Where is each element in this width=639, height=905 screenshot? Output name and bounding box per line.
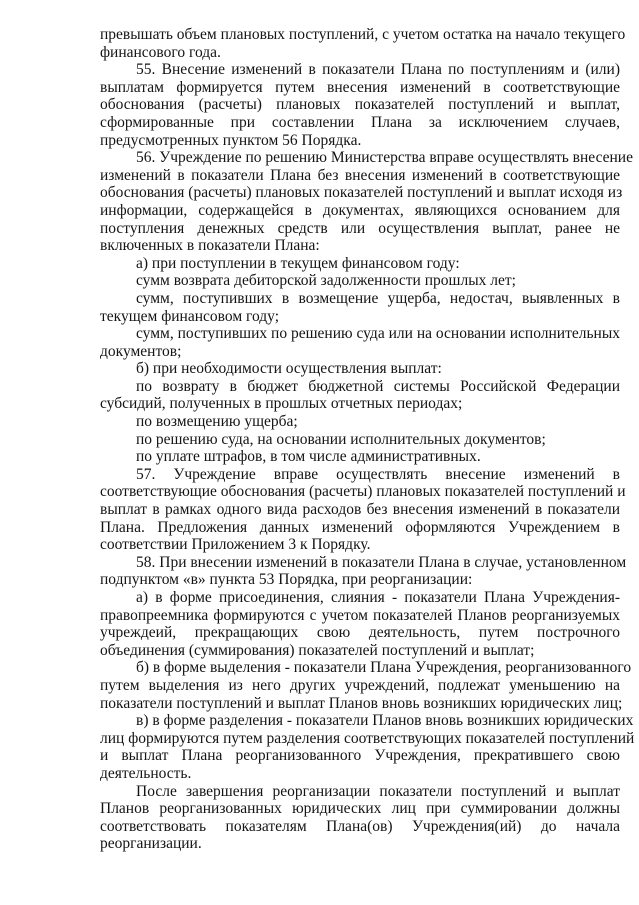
text-line: обоснования (расчеты) плановых показателей поступлений и выплат исходя из bbox=[100, 184, 623, 202]
text-line: изменений в показатели Плана без внесения изменений в соответствующие bbox=[100, 166, 620, 184]
text-line: выплат в рамках одного вида расходов без внесения изменений в показатели bbox=[100, 501, 620, 519]
document-body bbox=[100, 26, 635, 853]
text-line: сформированные при составлении Плана за исключением случаев, bbox=[100, 113, 620, 131]
text-line: соответствующие обоснования (расчеты) плановых показателей поступлений и bbox=[100, 483, 626, 501]
text-line: включенных в показатели Плана: bbox=[100, 237, 320, 255]
text-line: предусмотренных пунктом 56 Порядка. bbox=[100, 131, 362, 149]
text-line: показатели поступлений и выплат Планов вновь возникших юридических лиц; bbox=[100, 694, 623, 712]
text-line: 55. Внесение изменений в показатели Плана по поступлениям и (или) bbox=[136, 61, 620, 79]
text-line: по решению суда, на основании исполнительных документов; bbox=[136, 430, 546, 448]
text-line: сумм возврата дебиторской задолженности прошлых лет; bbox=[136, 272, 516, 290]
text-line: по уплате штрафов, в том числе административных. bbox=[136, 448, 481, 466]
text-line: 57. Учреждение вправе осуществлять внесение изменений в bbox=[136, 465, 620, 483]
text-line: правопреемника формируются с учетом показателей Планов реорганизуемых bbox=[100, 606, 620, 624]
text-line: информации, содержащейся в документах, являющихся основанием для bbox=[100, 201, 620, 219]
text-line: обоснования (расчеты) плановых показателей поступлений и выплат, bbox=[100, 96, 620, 114]
text-line: реорганизации. bbox=[100, 835, 202, 853]
text-line: б) при необходимости осуществления выплат: bbox=[136, 360, 442, 378]
text-line: и выплат Плана реорганизованного Учреждения, прекратившего свою bbox=[100, 747, 620, 765]
text-line: в) в форме разделения - показатели Планов вновь возникших юридических bbox=[136, 712, 634, 730]
text-line: путем выделения из него других учреждений, подлежат уменьшению на bbox=[100, 676, 620, 694]
text-line: документов; bbox=[100, 342, 182, 360]
text-line: по возврату в бюджет бюджетной системы Российской Федерации bbox=[136, 377, 620, 395]
text-line: После завершения реорганизации показатели поступлений и выплат bbox=[136, 782, 620, 800]
text-line: по возмещению ущерба; bbox=[136, 413, 298, 431]
text-line: а) в форме присоединения, слияния - показатели Плана Учреждения- bbox=[136, 589, 620, 606]
text-line: б) в форме выделения - показатели Плана Учреждения, реорганизованного bbox=[136, 659, 632, 677]
text-line: деятельность. bbox=[100, 764, 192, 782]
text-line: лиц формируются путем разделения соответствующих показателей поступлений bbox=[100, 729, 635, 747]
text-line: соответствовать показателям Плана(ов) Учреждения(ий) до начала bbox=[100, 817, 620, 835]
text-line: текущем финансовом году; bbox=[100, 307, 280, 325]
text-line: соответствии Приложением 3 к Порядку. bbox=[100, 536, 371, 554]
text-line: субсидий, полученных в прошлых отчетных периодах; bbox=[100, 395, 463, 413]
text-line: 56. Учреждение по решению Министерства вправе осуществлять внесение bbox=[136, 149, 633, 167]
text-line: превышать объем плановых поступлений, с учетом остатка на начало текущего bbox=[100, 26, 626, 43]
text-line: объединения (суммирования) показателей поступлений и выплат; bbox=[100, 641, 535, 659]
document-page bbox=[100, 26, 635, 853]
text-line: поступления денежных средств или осуществления выплат, ранее не bbox=[100, 219, 620, 237]
text-line: сумм, поступивших по решению суда или на основании исполнительных bbox=[136, 325, 620, 343]
text-line: сумм, поступивших в возмещение ущерба, недостач, выявленных в bbox=[136, 289, 620, 307]
text-line: учреждеий, прекращающих свою деятельность, путем построчного bbox=[100, 624, 620, 642]
text-line: а) при поступлении в текущем финансовом году: bbox=[136, 254, 460, 272]
text-line: 58. При внесении изменений в показатели Плана в случае, установленном bbox=[136, 553, 627, 571]
text-line: выплатам формируется путем внесения изменений в соответствующие bbox=[100, 78, 620, 96]
text-line: подпунктом «в» пункта 53 Порядка, при реорганизации: bbox=[100, 571, 473, 589]
text-line: Планов реорганизованных юридических лиц при суммировании должны bbox=[100, 800, 620, 818]
text-line: Плана. Предложения данных изменений оформляются Учреждением в bbox=[100, 518, 620, 536]
text-line: финансового года. bbox=[100, 43, 221, 61]
